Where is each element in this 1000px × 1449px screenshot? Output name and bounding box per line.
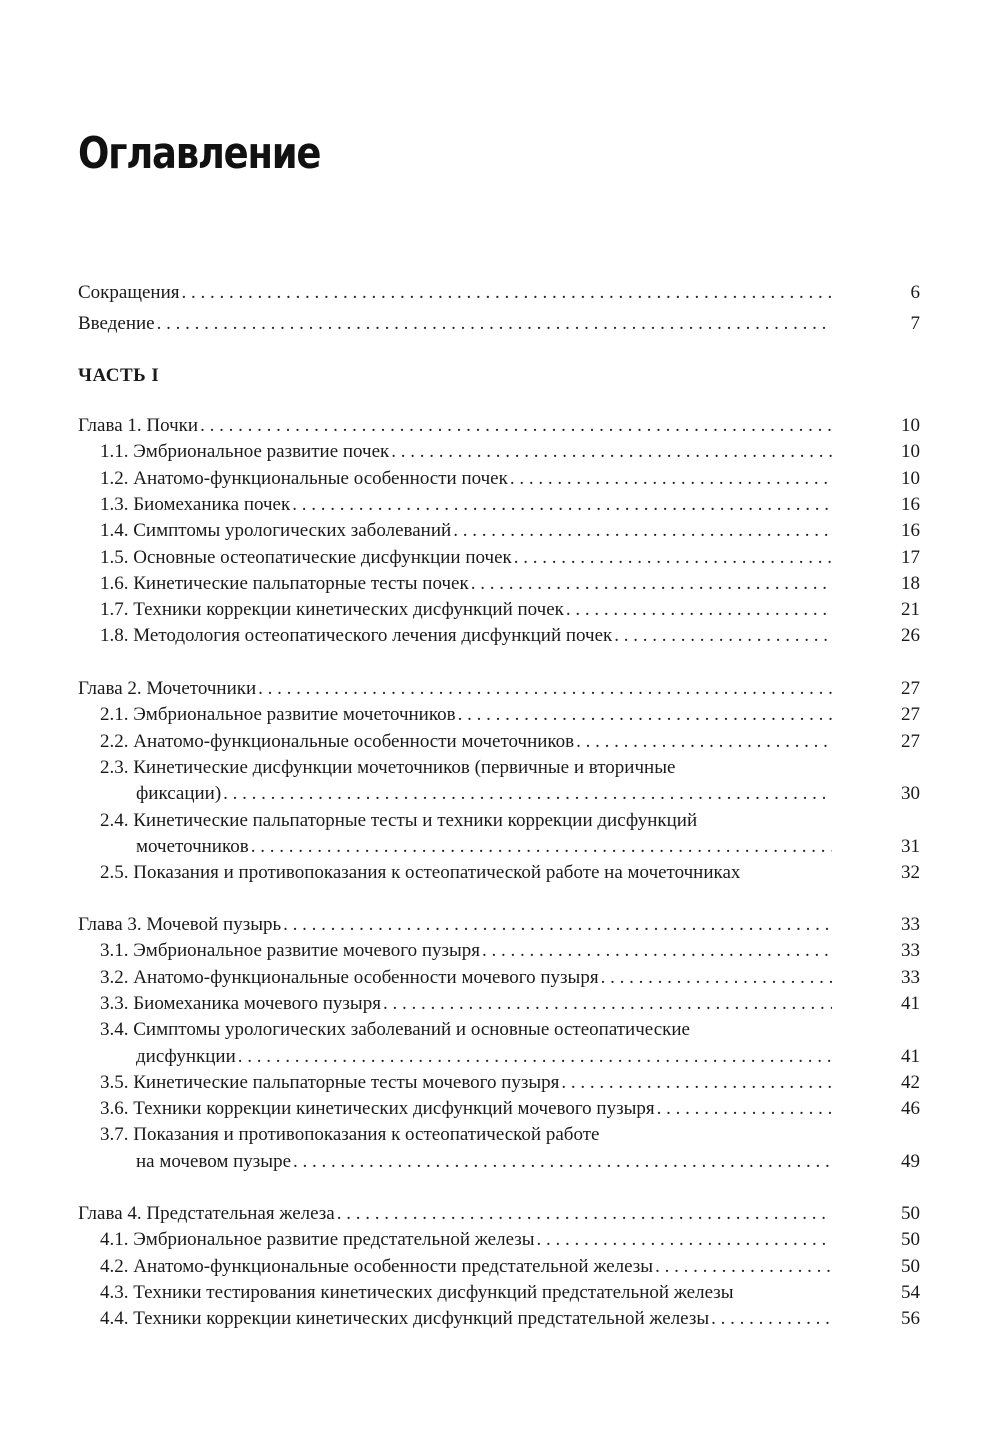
page-number: 7	[910, 313, 920, 334]
toc-section	[100, 1280, 736, 1306]
dot-leader	[510, 466, 832, 492]
page-number: 50	[901, 1203, 920, 1224]
toc-section	[100, 1254, 832, 1280]
page-number: 33	[901, 940, 920, 962]
dot-leader	[537, 1227, 832, 1253]
dot-leader	[292, 492, 832, 518]
toc-section-label: 3.1. Эмбриональное развитие мочевого пузыря	[100, 938, 482, 964]
toc-section	[100, 938, 832, 964]
toc-section	[100, 1017, 692, 1043]
page-number: 50	[901, 1255, 920, 1277]
toc-section-label: 2.5. Показания и противопоказания к остеопатической работе на мочеточниках	[100, 862, 741, 884]
toc-section	[136, 1044, 832, 1070]
dot-leader	[283, 912, 832, 938]
toc-section	[100, 623, 832, 649]
page-number: 6	[910, 282, 920, 303]
toc-section	[100, 702, 832, 728]
toc-section-label: 2.3. Кинетические дисфункции мочеточников (первичные и вторичные	[100, 756, 676, 778]
dot-leader	[576, 729, 832, 755]
toc-section	[100, 466, 832, 492]
toc-section	[136, 1149, 832, 1175]
toc-section-label: 3.2. Анатомо-функциональные особенности мочевого пузыря	[100, 965, 601, 991]
page-number: 26	[901, 625, 920, 647]
page-number: 33	[901, 966, 920, 988]
toc-section	[100, 518, 832, 544]
dot-leader	[566, 597, 832, 623]
dot-leader	[655, 1254, 832, 1280]
dot-leader	[471, 571, 832, 597]
dot-leader	[223, 781, 832, 807]
toc-section	[100, 755, 677, 781]
toc-chapter-label: Глава 4. Предстательная железа	[78, 1201, 337, 1227]
toc-entry-front	[78, 280, 832, 306]
page-title: Оглавление	[78, 128, 321, 179]
dot-leader	[383, 991, 832, 1017]
page-number: 27	[901, 678, 920, 699]
page-number: 18	[901, 572, 920, 594]
toc-section-label: 1.6. Кинетические пальпаторные тесты почек	[100, 571, 471, 597]
dot-leader	[251, 834, 832, 860]
page-number: 49	[901, 1150, 920, 1172]
toc-chapter	[78, 413, 832, 439]
dot-leader	[561, 1070, 832, 1096]
dot-leader	[601, 965, 832, 991]
part-heading: ЧАСТЬ I	[78, 365, 160, 386]
page-number: 17	[901, 546, 920, 568]
toc-section-label: на мочевом пузыре	[136, 1149, 293, 1175]
toc-section-label: 3.3. Биомеханика мочевого пузыря	[100, 991, 383, 1017]
toc-section-label: 3.4. Симптомы урологических заболеваний и основные остеопатические	[100, 1019, 690, 1041]
dot-leader	[181, 280, 832, 306]
toc-section-label: 4.4. Техники коррекции кинетических дисфункций предстательной железы	[100, 1306, 711, 1332]
toc-section-label: 4.3. Техники тестирования кинетических дисфункций предстательной железы	[100, 1281, 734, 1303]
toc-entry-front-label: Сокращения	[78, 280, 181, 306]
page-number: 16	[901, 520, 920, 542]
toc-section	[100, 1070, 832, 1096]
page-number: 50	[901, 1229, 920, 1251]
toc-section	[100, 965, 832, 991]
toc-chapter	[78, 1201, 832, 1227]
toc-section	[136, 834, 832, 860]
toc-section-label: мочеточников	[136, 834, 251, 860]
dot-leader	[514, 545, 832, 571]
toc-section-label: 1.8. Методология остеопатического лечения дисфункций почек	[100, 623, 614, 649]
page-number: 33	[901, 914, 920, 935]
toc-section	[100, 1096, 832, 1122]
toc-section-label: 2.4. Кинетические пальпаторные тесты и техники коррекции дисфункций	[100, 809, 698, 831]
dot-leader	[711, 1306, 832, 1332]
toc-section-label: 1.7. Техники коррекции кинетических дисфункций почек	[100, 597, 566, 623]
toc-section-label: 3.6. Техники коррекции кинетических дисфункций мочевого пузыря	[100, 1096, 657, 1122]
page-number: 10	[901, 415, 920, 436]
toc-section	[100, 1122, 601, 1148]
page-number: 41	[901, 1045, 920, 1067]
dot-leader	[482, 938, 832, 964]
toc-chapter-label: Глава 3. Мочевой пузырь	[78, 912, 283, 938]
page-number: 41	[901, 992, 920, 1014]
toc-section-label: 2.2. Анатомо-функциональные особенности мочеточников	[100, 729, 576, 755]
dot-leader	[337, 1201, 832, 1227]
toc-section	[100, 571, 832, 597]
page-number: 10	[901, 441, 920, 463]
page-number: 16	[901, 493, 920, 515]
toc-section-label: фиксации)	[136, 781, 223, 807]
dot-leader	[293, 1149, 832, 1175]
toc-section-label: 2.1. Эмбриональное развитие мочеточников	[100, 702, 458, 728]
toc-section	[100, 597, 832, 623]
page-number: 10	[901, 467, 920, 489]
toc-chapter-label: Глава 1. Почки	[78, 413, 200, 439]
dot-leader	[391, 439, 832, 465]
toc-section-label: 4.1. Эмбриональное развитие предстательной железы	[100, 1227, 537, 1253]
dot-leader	[238, 1044, 832, 1070]
toc-section	[100, 729, 832, 755]
toc-entry-front-label: Введение	[78, 311, 157, 337]
dot-leader	[614, 623, 832, 649]
toc-section	[100, 808, 699, 834]
toc-section	[100, 1227, 832, 1253]
toc-section-label: 1.4. Симптомы урологических заболеваний	[100, 518, 453, 544]
toc-section-label: дисфункции	[136, 1044, 238, 1070]
page-number: 27	[901, 704, 920, 726]
toc-section-label: 1.2. Анатомо-функциональные особенности почек	[100, 466, 510, 492]
toc-section	[100, 545, 832, 571]
dot-leader	[453, 518, 832, 544]
page-number: 27	[901, 730, 920, 752]
page-number: 32	[901, 862, 920, 884]
toc-section	[100, 439, 832, 465]
page-number: 54	[901, 1281, 920, 1303]
toc-section-label: 1.3. Биомеханика почек	[100, 492, 292, 518]
page-number: 21	[901, 599, 920, 621]
toc-section-label: 1.5. Основные остеопатические дисфункции почек	[100, 545, 514, 571]
toc-section	[100, 991, 832, 1017]
toc-section-label: 3.7. Показания и противопоказания к остеопатической работе	[100, 1124, 600, 1146]
page-number: 46	[901, 1098, 920, 1120]
toc-section	[136, 781, 832, 807]
toc-chapter-label: Глава 2. Мочеточники	[78, 676, 258, 702]
page-number: 56	[901, 1308, 920, 1330]
toc-section-label: 1.1. Эмбриональное развитие почек	[100, 439, 391, 465]
dot-leader	[157, 311, 832, 337]
dot-leader	[200, 413, 832, 439]
page-number: 30	[901, 783, 920, 805]
dot-leader	[657, 1096, 832, 1122]
toc-section-label: 3.5. Кинетические пальпаторные тесты мочевого пузыря	[100, 1070, 561, 1096]
toc-section	[100, 860, 742, 886]
dot-leader	[258, 676, 832, 702]
dot-leader	[458, 702, 832, 728]
toc-section-label: 4.2. Анатомо-функциональные особенности предстательной железы	[100, 1254, 655, 1280]
page-number: 42	[901, 1071, 920, 1093]
page-number: 31	[901, 835, 920, 857]
toc-section	[100, 1306, 832, 1332]
toc-entry-front	[78, 311, 832, 337]
toc-chapter	[78, 676, 832, 702]
toc-chapter	[78, 912, 832, 938]
toc-section	[100, 492, 832, 518]
